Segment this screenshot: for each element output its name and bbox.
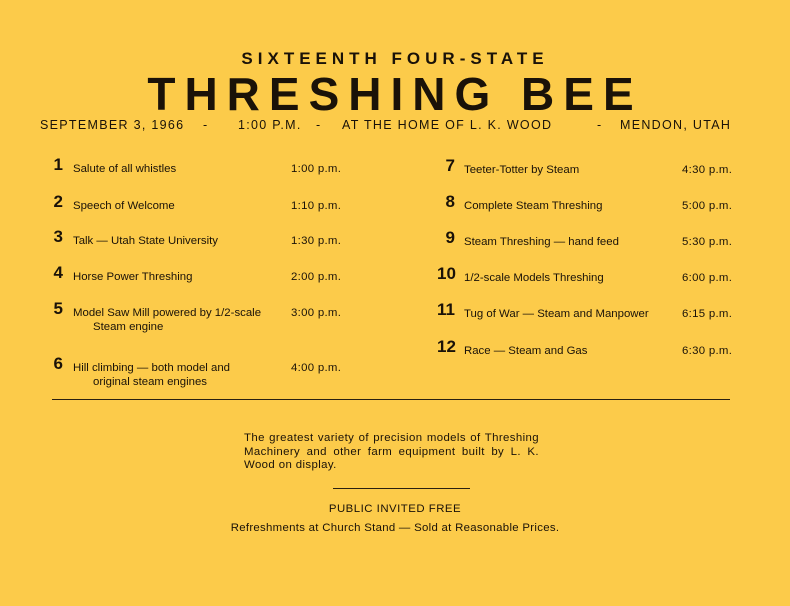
item-number: 1 (53, 155, 63, 174)
item-label: Horse Power Threshing (73, 271, 193, 283)
public-invited: PUBLIC INVITED FREE (328, 503, 462, 515)
item-number: 5 (53, 299, 63, 318)
item-number: 11 (437, 300, 455, 319)
item-label: Model Saw Mill powered by 1/2-scale Steam engine (73, 307, 262, 333)
refreshments-note: Refreshments at Church Stand — Sold at Reasonable Prices. (230, 522, 560, 534)
item-number: 4 (53, 263, 63, 282)
item-number: 2 (53, 192, 63, 211)
item-time: 1:10 p.m. (291, 200, 342, 212)
separator: - (316, 118, 322, 132)
event-location: MENDON, UTAH (620, 118, 732, 132)
item-time: 6:30 p.m. (682, 345, 733, 357)
item-label: Race — Steam and Gas (464, 345, 588, 357)
item-label: Hill climbing — both model and original steam engines (73, 362, 231, 388)
item-number: 12 (437, 337, 456, 356)
event-title: THRESHING BEE (147, 68, 643, 120)
divider (333, 488, 470, 489)
item-time: 1:00 p.m. (291, 163, 342, 175)
item-time: 1:30 p.m. (291, 235, 342, 247)
item-time: 3:00 p.m. (291, 307, 342, 319)
event-date: SEPTEMBER 3, 1966 (40, 118, 185, 132)
item-label: Steam Threshing — hand feed (464, 236, 619, 248)
item-time: 5:00 p.m. (682, 200, 733, 212)
item-label: Salute of all whistles (73, 163, 177, 175)
display-note: The greatest variety of precision models of Threshing Machinery and other farm equipment built by L. K. Wood on display. (244, 432, 539, 471)
item-number: 8 (445, 192, 455, 211)
item-label: Teeter-Totter by Steam (464, 164, 580, 176)
item-time: 6:00 p.m. (682, 272, 733, 284)
item-label: Speech of Welcome (73, 200, 175, 212)
separator: - (597, 118, 603, 132)
item-label: Talk — Utah State University (73, 235, 218, 247)
event-time: 1:00 P.M. (238, 118, 302, 132)
separator: - (203, 118, 209, 132)
item-number: 6 (53, 354, 63, 373)
item-time: 2:00 p.m. (291, 271, 342, 283)
item-time: 6:15 p.m. (682, 308, 733, 320)
divider (52, 399, 730, 400)
item-time: 5:30 p.m. (682, 236, 733, 248)
event-place: AT THE HOME OF L. K. WOOD (342, 118, 553, 132)
item-time: 4:30 p.m. (682, 164, 733, 176)
item-time: 4:00 p.m. (291, 362, 342, 374)
item-label: Complete Steam Threshing (464, 200, 603, 212)
item-number: 7 (445, 156, 455, 175)
event-kicker: SIXTEENTH FOUR-STATE (241, 49, 549, 68)
item-number: 10 (437, 264, 456, 283)
item-number: 3 (53, 227, 63, 246)
item-label: 1/2-scale Models Threshing (464, 272, 604, 284)
item-label: Tug of War — Steam and Manpower (464, 308, 649, 320)
item-number: 9 (445, 228, 455, 247)
